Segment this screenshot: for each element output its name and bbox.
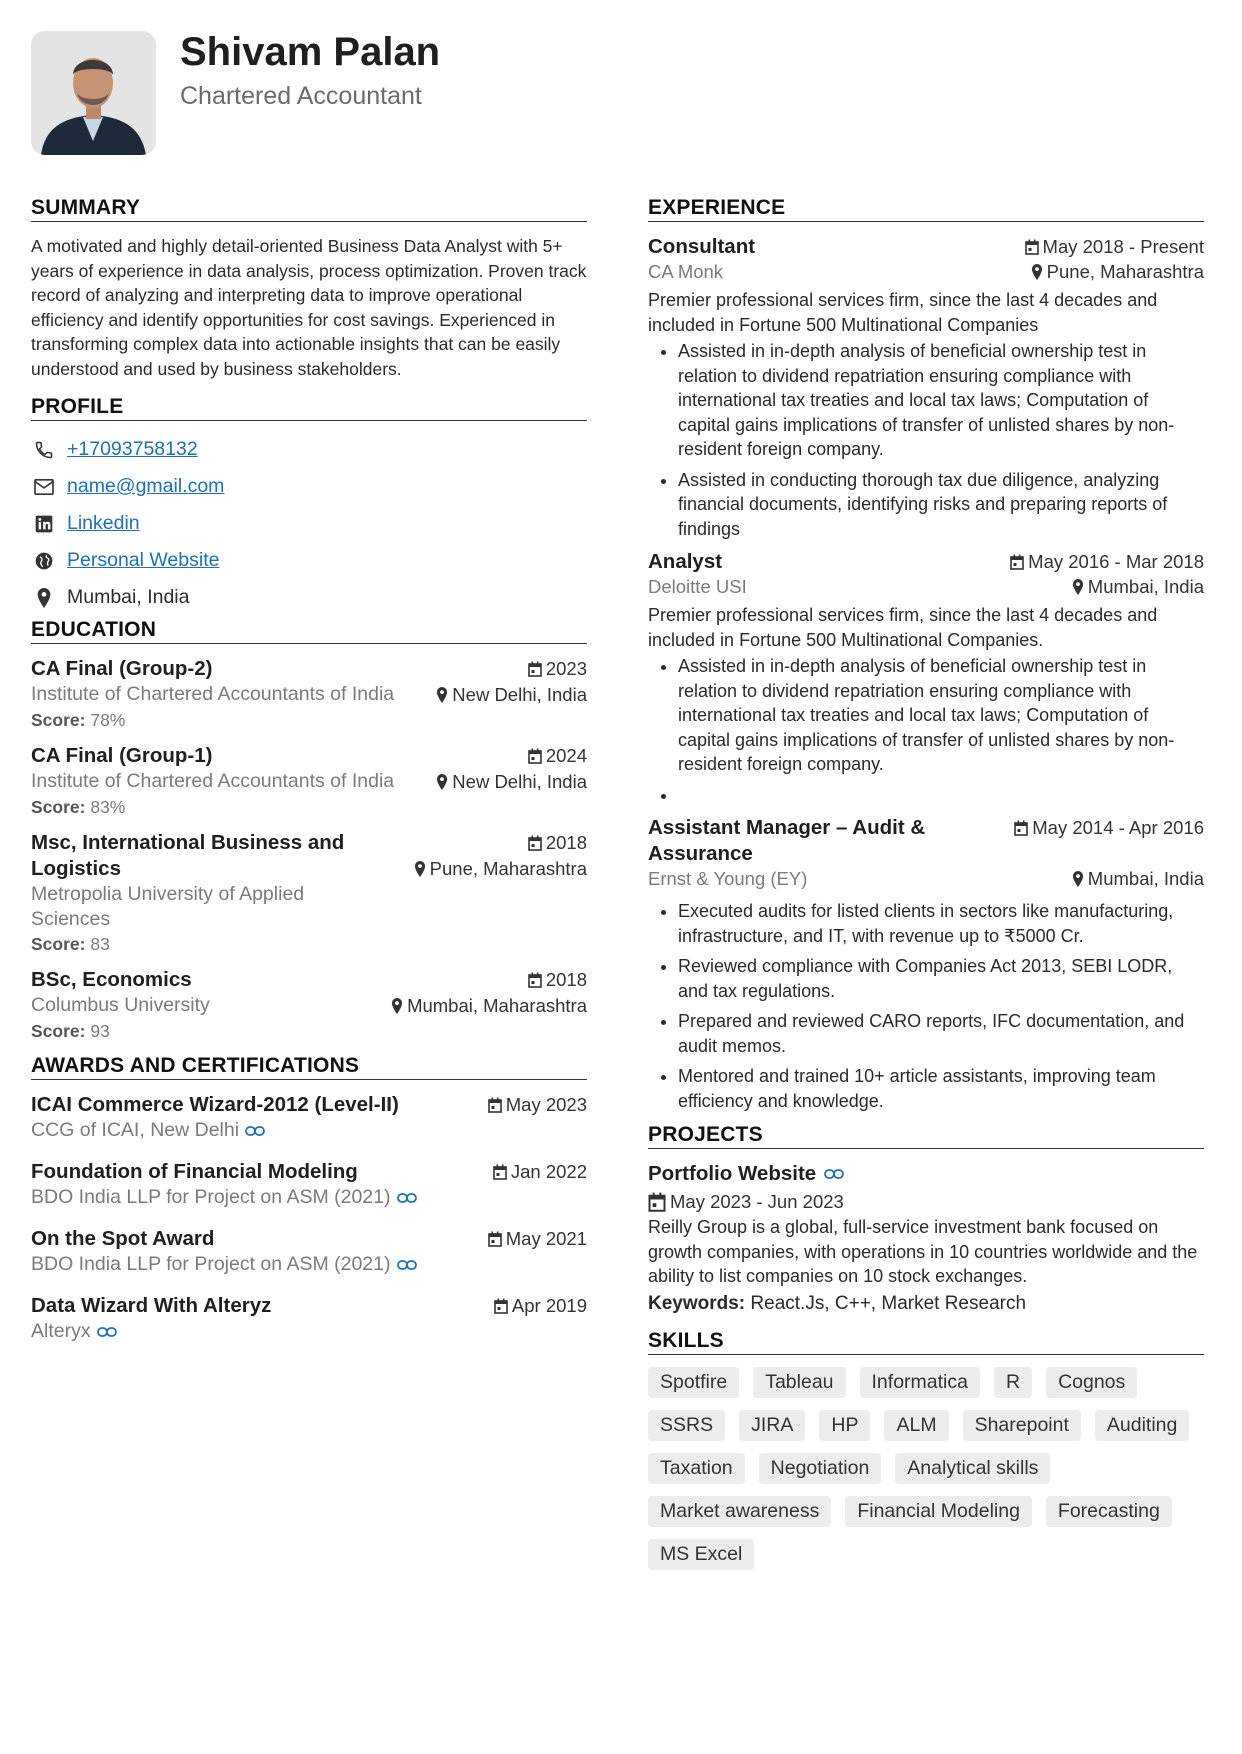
linkedin-icon [31, 513, 57, 535]
location: Mumbai, India [1087, 576, 1204, 597]
role: Consultant [648, 235, 756, 258]
location-pin-icon [436, 687, 448, 703]
bullet: • Executed audits for listed clients in sectors like manufacturing, infrastructure, and IT, with revenue up to ₹5000 Cr. [678, 899, 1204, 948]
awards-list [31, 1092, 587, 1344]
score: Score: 83 [31, 934, 110, 954]
company: Ernst & Young (EY) [648, 868, 808, 889]
skill-chip: Taxation [648, 1453, 745, 1484]
award-issuer: BDO India LLP for Project on ASM (2021) [31, 1186, 391, 1208]
award-issuer: BDO India LLP for Project on ASM (2021) [31, 1253, 391, 1275]
project-title: Portfolio Website [648, 1162, 817, 1185]
date: 2018 [545, 832, 587, 853]
location: Mumbai, India [1087, 868, 1204, 889]
education-item [31, 743, 587, 818]
skill-chip: Financial Modeling [845, 1496, 1032, 1527]
location: Mumbai, Maharashtra [407, 995, 587, 1016]
globe-icon [31, 550, 57, 572]
location: New Delhi, India [452, 771, 587, 792]
calendar-icon [648, 1192, 666, 1212]
degree: CA Final (Group-2) [31, 657, 213, 680]
experience-item [648, 549, 1204, 807]
skill-chip: JIRA [739, 1410, 805, 1441]
summary-heading: SUMMARY [31, 196, 587, 222]
profile-linkedin [31, 505, 587, 542]
date: May 2014 - Apr 2016 [1032, 817, 1204, 838]
award-title: Data Wizard With Alteryz [31, 1294, 272, 1317]
skill-chip: R [994, 1367, 1032, 1398]
calendar-icon [528, 748, 542, 764]
company-description: Premier professional services firm, since the last 4 decades and included in Fortune 500 Multinational Companies. [648, 605, 1158, 650]
education-list [31, 656, 587, 1042]
score: Score: 93 [31, 1021, 110, 1041]
school: Metropolia University of Applied Sciences [31, 883, 305, 930]
bullet: • Mentored and trained 10+ article assistants, improving team efficiency and knowledge. [678, 1064, 1204, 1113]
link-icon[interactable] [397, 1259, 417, 1271]
right-column [648, 196, 1204, 1570]
bullet [678, 783, 1204, 808]
education-item [31, 656, 587, 731]
summary-text: A motivated and highly detail-oriented Business Data Analyst with 5+ years of experience in data analysis, process optimization. Proven track record of analyzing and interpreting data to improve operational efficiency and identify opportunities for cost savings. Experienced in transforming complex data into actionable insights that can be easily understood and used by business stakeholders. [31, 236, 587, 379]
experience-item [648, 815, 1204, 1113]
bullet: • Assisted in in-depth analysis of beneficial ownership test in relation to dividend repatriation ensuring compliance with international tax treaties and local tax laws; Computation of capital gains implications of transfer of unlisted shares by non-resident foreign company. [678, 654, 1204, 777]
linkedin-link[interactable]: Linkedin [67, 512, 140, 534]
awards-heading: AWARDS AND CERTIFICATIONS [31, 1054, 587, 1080]
date: 2023 [545, 658, 587, 679]
profile-phone [31, 431, 587, 468]
date: 2024 [545, 745, 587, 766]
role: Analyst [648, 550, 723, 573]
calendar-icon [494, 1298, 508, 1314]
location-pin-icon [31, 587, 57, 609]
calendar-icon [1025, 239, 1039, 255]
skill-chip: Negotiation [759, 1453, 882, 1484]
date: May 2018 - Present [1042, 236, 1204, 257]
calendar-icon [528, 972, 542, 988]
award-item [31, 1293, 587, 1344]
location: New Delhi, India [452, 684, 587, 705]
skill-chip: Tableau [753, 1367, 845, 1398]
skills-heading: SKILLS [648, 1329, 1204, 1355]
bullet: • Assisted in conducting thorough tax due diligence, analyzing financial documents, identifying risks and preparing reports of findings [678, 468, 1204, 542]
score: Score: 83% [31, 797, 126, 817]
bullet-list [648, 339, 1204, 541]
education-item [31, 830, 587, 955]
skill-chip: Spotfire [648, 1367, 739, 1398]
location-pin-icon [1072, 871, 1084, 887]
skill-chip: SSRS [648, 1410, 725, 1441]
skill-chip: HP [819, 1410, 870, 1441]
skill-chip: Cognos [1046, 1367, 1137, 1398]
phone-link[interactable]: +17093758132 [67, 438, 198, 460]
project-date: May 2023 - Jun 2023 [670, 1191, 844, 1212]
experience-item [648, 234, 1204, 541]
company: CA Monk [648, 261, 724, 282]
company-description: Premier professional services firm, since the last 4 decades and included in Fortune 500 Multinational Companies [648, 290, 1158, 335]
skill-chip: Analytical skills [895, 1453, 1050, 1484]
skill-chip: MS Excel [648, 1539, 754, 1570]
bullet: • Prepared and reviewed CARO reports, IFC documentation, and audit memos. [678, 1009, 1204, 1058]
project-keywords: Keywords: React.Js, C++, Market Research [648, 1292, 1027, 1314]
profile-photo [31, 31, 156, 155]
profile-list [31, 431, 587, 616]
award-title: ICAI Commerce Wizard-2012 (Level-II) [31, 1093, 399, 1116]
email-link[interactable]: name@gmail.com [67, 475, 225, 497]
award-issuer: Alteryx [31, 1320, 91, 1342]
calendar-icon [1014, 820, 1028, 836]
location: Pune, Maharashtra [429, 858, 587, 879]
award-issuer: CCG of ICAI, New Delhi [31, 1119, 240, 1141]
date: 2018 [545, 969, 587, 990]
link-icon[interactable] [97, 1326, 117, 1338]
mail-icon [31, 476, 57, 498]
skill-chip: Informatica [860, 1367, 980, 1398]
award-item [31, 1159, 587, 1210]
calendar-icon [488, 1231, 502, 1247]
calendar-icon [1010, 554, 1024, 570]
profile-location [31, 579, 587, 616]
projects-heading: PROJECTS [648, 1123, 1204, 1149]
project-item [648, 1161, 1204, 1317]
company: Deloitte USI [648, 576, 747, 597]
link-icon[interactable] [397, 1192, 417, 1204]
award-item [31, 1092, 587, 1143]
profile-heading: PROFILE [31, 395, 587, 421]
location-text: Mumbai, India [67, 586, 190, 608]
school: Institute of Chartered Accountants of India [31, 770, 395, 792]
school: Columbus University [31, 994, 210, 1016]
profile-website [31, 542, 587, 579]
award-title: On the Spot Award [31, 1227, 215, 1250]
skill-chip: Market awareness [648, 1496, 831, 1527]
skill-chip: Auditing [1095, 1410, 1189, 1441]
candidate-title: Chartered Accountant [180, 82, 422, 110]
experience-heading: EXPERIENCE [648, 196, 1204, 222]
skill-chip: Forecasting [1046, 1496, 1172, 1527]
score: Score: 78% [31, 710, 126, 730]
degree: CA Final (Group-1) [31, 744, 213, 767]
bullet-list [648, 654, 1204, 807]
link-icon[interactable] [824, 1168, 844, 1180]
project-description: Reilly Group is a global, full-service investment bank focused on growth companies, with operations in 10 countries worldwide and the ability to list companies on 10 stock exchanges. [648, 1217, 1198, 1286]
profile-email [31, 468, 587, 505]
degree: BSc, Economics [31, 968, 192, 991]
calendar-icon [488, 1097, 502, 1113]
bullet: • Reviewed compliance with Companies Act 2013, SEBI LODR, and tax regulations. [678, 954, 1204, 1003]
location-pin-icon [1072, 579, 1084, 595]
phone-icon [31, 439, 57, 461]
skill-chip: Sharepoint [963, 1410, 1081, 1441]
award-title: Foundation of Financial Modeling [31, 1160, 358, 1183]
location: Pune, Maharashtra [1046, 261, 1204, 282]
date: Jan 2022 [510, 1161, 587, 1182]
education-heading: EDUCATION [31, 618, 587, 644]
date: May 2023 [505, 1094, 587, 1115]
website-link[interactable]: Personal Website [67, 549, 220, 571]
date: Apr 2019 [511, 1295, 587, 1316]
skill-chip: ALM [884, 1410, 948, 1441]
date: May 2021 [505, 1228, 587, 1249]
school: Institute of Chartered Accountants of India [31, 683, 395, 705]
header [31, 31, 156, 155]
link-icon[interactable] [245, 1125, 265, 1137]
location-pin-icon [1031, 264, 1043, 280]
education-item [31, 967, 587, 1042]
candidate-name: Shivam Palan [180, 30, 441, 74]
left-column [31, 196, 587, 1356]
degree: Msc, International Business and Logistics [31, 831, 345, 880]
award-item [31, 1226, 587, 1277]
bullet-list [648, 899, 1204, 1113]
location-pin-icon [436, 774, 448, 790]
calendar-icon [528, 661, 542, 677]
calendar-icon [528, 835, 542, 851]
date: May 2016 - Mar 2018 [1028, 551, 1204, 572]
location-pin-icon [414, 861, 426, 877]
calendar-icon [493, 1164, 507, 1180]
bullet: • Assisted in in-depth analysis of beneficial ownership test in relation to dividend repatriation ensuring compliance with international tax treaties and local tax laws; Computation of capital gains implications of transfer of unlisted shares by non-resident foreign company. [678, 339, 1204, 462]
location-pin-icon [391, 998, 403, 1014]
role: Assistant Manager – Audit & Assurance [648, 816, 926, 865]
skills-list [648, 1367, 1208, 1570]
